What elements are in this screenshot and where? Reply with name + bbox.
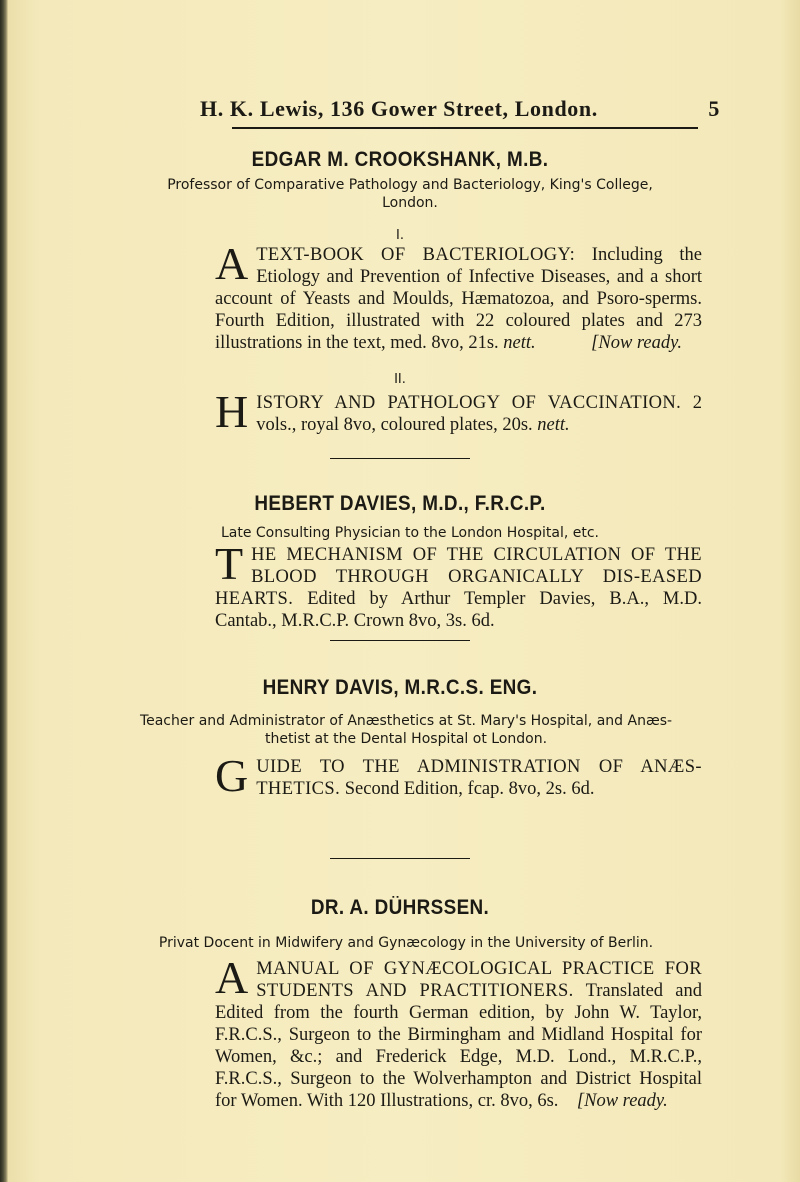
section-divider <box>330 858 470 859</box>
entry-title: UIDE TO THE ADMINISTRATION OF ANÆS-THETICS. <box>256 757 702 799</box>
header-rule <box>232 127 698 129</box>
entry-description: Translated and Edited from the fourth German edition, by John W. Taylor, F.R.C.S., Surgeon to the Birmingham and Midland Hospital for Women, &c.; and Frederick Edge, M.D. Lond., M.R.C.P., F.R.C.S., Surgeon to the Wolverhampton and District Hospital for Women. With 120 Illustrations, cr. 8vo, 6s. <box>215 981 702 1111</box>
book-entry <box>215 386 703 437</box>
author-affiliation: Late Consulting Physician to the London Hospital, etc. <box>220 525 600 541</box>
drop-cap: T <box>215 538 244 589</box>
entry-description: 2 vols., royal 8vo, coloured plates, 20s. <box>256 393 703 435</box>
price-note: nett. <box>537 415 570 435</box>
author-heading: EDGAR M. CROOKSHANK, M.B. <box>251 148 549 171</box>
entry-title: ISTORY AND PATHOLOGY OF VACCINATION. <box>256 393 682 413</box>
book-entry <box>215 952 702 1112</box>
entry-title: MANUAL OF GYNÆCOLOGICAL PRACTICE FOR STUDENTS AND PRACTITIONERS. <box>256 959 702 1001</box>
entry-description: Edited by Arthur Templer Davies, B.A., M.D. Cantab., M.R.C.P. Crown 8vo, 3s. 6d. <box>215 589 702 631</box>
page-number: 5 <box>708 96 720 121</box>
entry-description: Including the Etiology and Prevention of Infective Diseases, and a short account of Yeasts and Moulds, Hæmatozoa, and Psoro-sperms. Fourth Edition, illustrated with 22 coloured plates and 273 illustrations in the text, med. 8vo, 21s. <box>215 245 702 353</box>
price-note: nett. <box>503 333 536 353</box>
author-heading: HEBERT DAVIES, M.D., F.R.C.P. <box>254 492 546 515</box>
entry-numeral: II. <box>394 372 406 387</box>
author-affiliation: Teacher and Administrator of Anæsthetics at St. Mary's Hospital, and Anæs-thetist at the Dental Hospital ot London. <box>139 713 673 747</box>
section-divider <box>330 458 470 459</box>
author-affiliation: Privat Docent in Midwifery and Gynæcology in the University of Berlin. <box>158 935 654 951</box>
running-head-title: H. K. Lewis, 136 Gower Street, London. <box>200 96 598 121</box>
author-heading: DR. A. DÜHRSSEN. <box>310 896 490 919</box>
author-affiliation: Professor of Comparative Pathology and Bacteriology, King's College, London. <box>167 177 653 211</box>
availability-note: [Now ready. <box>591 333 682 353</box>
drop-cap: A <box>215 238 249 289</box>
section-divider <box>330 640 470 641</box>
entry-description: Second Edition, fcap. 8vo, 2s. 6d. <box>340 779 595 799</box>
running-head <box>200 96 720 126</box>
author-heading: HENRY DAVIS, M.R.C.S. ENG. <box>262 676 538 699</box>
availability-note: [Now ready. <box>576 1091 668 1111</box>
entry-title: HE MECHANISM OF THE CIRCULATION OF THE BLOOD THROUGH ORGANICALLY DIS-EASED HEARTS. <box>215 545 702 609</box>
drop-cap: H <box>215 386 249 437</box>
drop-cap: G <box>215 750 249 801</box>
book-entry <box>215 750 702 801</box>
drop-cap: A <box>215 952 249 1003</box>
book-entry <box>215 538 702 632</box>
book-entry <box>215 238 702 354</box>
entry-title: TEXT-BOOK OF BACTERIOLOGY: <box>256 245 576 265</box>
entry-numeral: I. <box>396 228 404 243</box>
